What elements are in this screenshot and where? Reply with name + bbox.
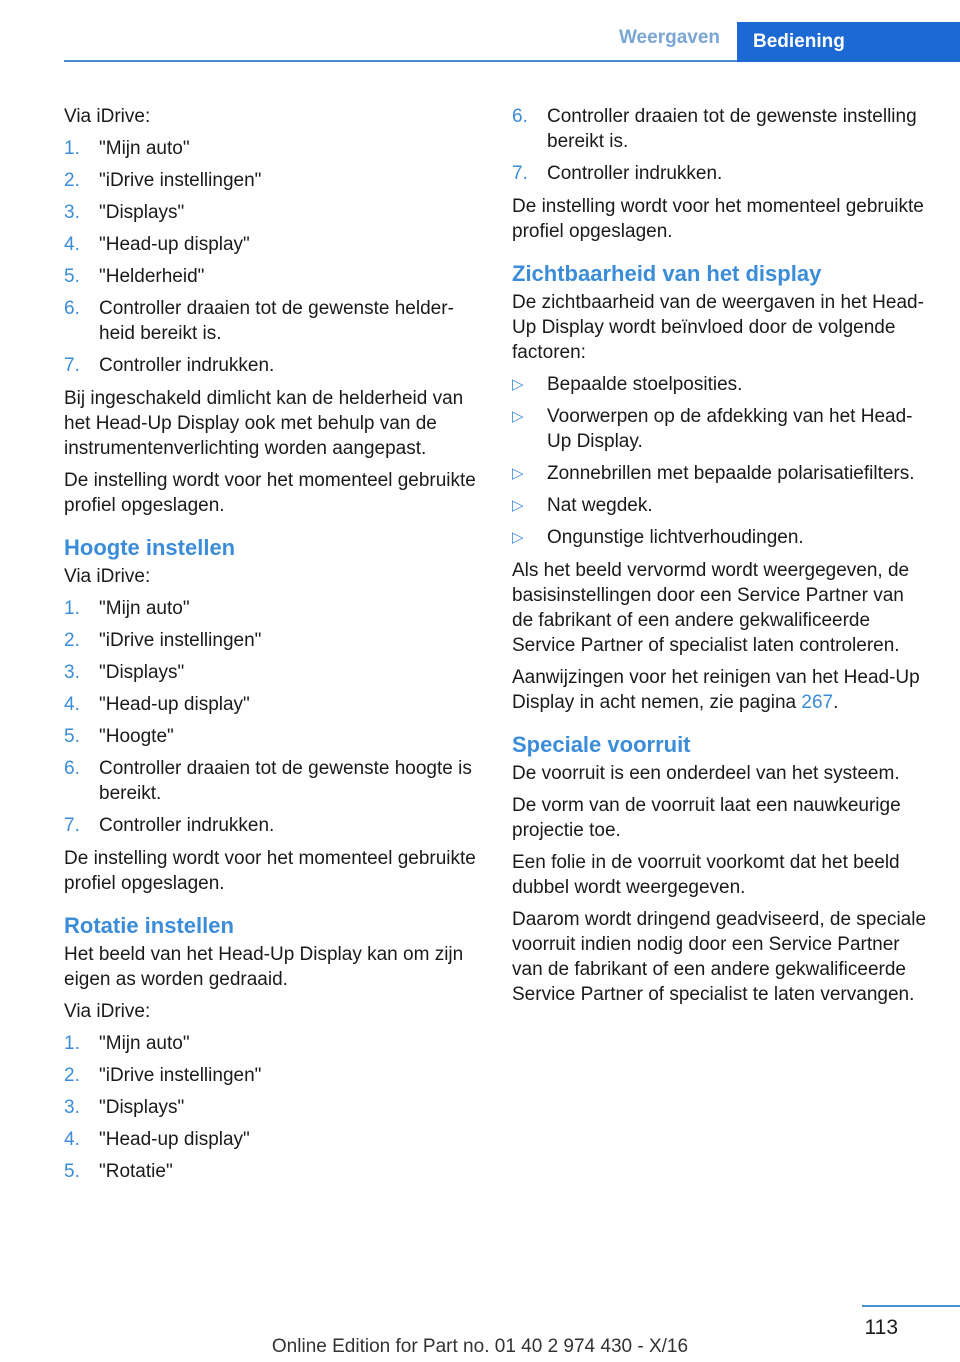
step-number: 2. <box>64 630 80 651</box>
step-text: Controller draaien tot de gewenste hoogte is bereikt. <box>99 758 472 804</box>
step-text: "Mijn auto" <box>99 1033 190 1054</box>
step-number: 1. <box>64 1033 80 1054</box>
page-link-267[interactable]: 267 <box>801 692 834 713</box>
list-item <box>64 628 480 653</box>
steps-brightness <box>64 136 480 378</box>
step-text: "iDrive instellingen" <box>99 630 262 651</box>
list-item <box>512 461 928 486</box>
distorted-text: Als het beeld vervormd wordt weergegeven, de basisinstellingen door een Service Partner van de fabrikant of een andere gekwalificeerde Service Partner of specialist laten controleren. <box>512 560 910 656</box>
cleaning-text <box>512 665 928 715</box>
step-number: 5. <box>64 266 80 287</box>
saved-text: De instelling wordt voor het momenteel gebruikte profiel opgeslagen. <box>512 196 924 242</box>
list-item <box>64 660 480 685</box>
page-number: 113 <box>864 1316 898 1339</box>
step-text: Controller indrukken. <box>99 815 275 836</box>
step-number: 2. <box>64 170 80 191</box>
heading-hoogte: Hoogte instellen <box>64 535 236 560</box>
step-number: 6. <box>64 758 80 779</box>
list-item <box>64 813 480 838</box>
step-number: 2. <box>64 1065 80 1086</box>
step-number: 4. <box>64 1129 80 1150</box>
rotation-text: Het beeld van het Head-Up Display kan om zijn eigen as worden gedraaid. <box>64 944 464 990</box>
step-number: 1. <box>64 598 80 619</box>
intro-text: Via iDrive: <box>64 106 151 127</box>
list-item <box>512 104 928 154</box>
step-number: 4. <box>64 694 80 715</box>
tab-weergaven[interactable]: Weergaven <box>618 27 720 48</box>
triangle-bullet-icon: ▷ <box>512 497 524 514</box>
step-text: Controller draaien tot de gewenste instelling bereikt is. <box>547 106 917 152</box>
intro-text: Via iDrive: <box>64 566 151 587</box>
steps-rotation <box>64 1031 480 1184</box>
step-number: 7. <box>512 163 528 184</box>
step-number: 7. <box>64 355 80 376</box>
triangle-bullet-icon: ▷ <box>512 465 524 482</box>
list-item <box>64 1159 480 1184</box>
heading-rotatie: Rotatie instellen <box>64 913 234 938</box>
step-number: 3. <box>64 202 80 223</box>
visibility-text: De zichtbaarheid van de weergaven in het Head-Up Display wordt beïnvloed door de volgende factoren: <box>512 292 924 363</box>
step-number: 1. <box>64 138 80 159</box>
step-number: 3. <box>64 662 80 683</box>
steps-rotation-continued <box>512 104 928 186</box>
list-item <box>64 724 480 749</box>
step-number: 6. <box>512 106 528 127</box>
windshield-text-1: De voorruit is een onderdeel van het systeem. <box>512 763 900 784</box>
list-item <box>64 1031 480 1056</box>
list-item <box>64 756 480 806</box>
list-item <box>64 1127 480 1152</box>
list-item <box>512 372 928 397</box>
page-number-rule <box>862 1305 960 1307</box>
step-number: 5. <box>64 726 80 747</box>
step-text: "Rotatie" <box>99 1161 173 1182</box>
step-text: "iDrive instellingen" <box>99 170 262 191</box>
list-item <box>512 404 928 454</box>
list-item <box>64 692 480 717</box>
triangle-bullet-icon: ▷ <box>512 376 524 393</box>
list-item <box>64 232 480 257</box>
windshield-text-2: De vorm van de voorruit laat een nauwkeurige projectie toe. <box>512 795 901 841</box>
list-item <box>512 161 928 186</box>
bullet-text: Nat wegdek. <box>547 495 653 516</box>
dimlight-text: Bij ingeschakeld dimlicht kan de helderheid van het Head-Up Display ook met behulp van de instrumentenverlichting worden aangepast. <box>64 388 464 459</box>
step-text: "Displays" <box>99 1097 185 1118</box>
windshield-text-3: Een folie in de voorruit voorkomt dat het beeld dubbel wordt weergegeven. <box>512 852 900 898</box>
step-text: Controller draaien tot de gewenste helderheid bereikt is. <box>99 298 454 344</box>
heading-voorruit: Speciale voorruit <box>512 732 691 757</box>
list-item <box>512 525 928 550</box>
bullet-text: Bepaalde stoelposities. <box>547 374 743 395</box>
list-item <box>64 136 480 161</box>
list-item <box>64 296 480 346</box>
list-item <box>64 596 480 621</box>
list-item <box>512 493 928 518</box>
windshield-text-4: Daarom wordt dringend geadviseerd, de speciale voorruit indien nodig door een Service Partner van de fabrikant of een andere gekwalificeerde Service Partner of specialist te laten vervangen. <box>512 909 927 1005</box>
triangle-bullet-icon: ▷ <box>512 529 524 546</box>
step-number: 5. <box>64 1161 80 1182</box>
left-column <box>64 104 480 1192</box>
list-item <box>64 1095 480 1120</box>
triangle-bullet-icon: ▷ <box>512 408 524 425</box>
bullet-text: Zonnebrillen met bepaalde polarisatiefilters. <box>547 463 915 484</box>
visibility-factors <box>512 372 928 550</box>
cleaning-text-post: . <box>833 692 839 713</box>
bullet-text: Voorwerpen op de afdekking van het Head-Up Display. <box>547 406 913 452</box>
step-text: Controller indrukken. <box>547 163 723 184</box>
heading-zichtbaarheid: Zichtbaarheid van het display <box>512 261 822 286</box>
bullet-text: Ongunstige lichtverhoudingen. <box>547 527 804 548</box>
tab-bediening[interactable]: Bediening <box>737 22 960 62</box>
list-item <box>64 200 480 225</box>
step-number: 3. <box>64 1097 80 1118</box>
list-item <box>64 168 480 193</box>
intro-text: Via iDrive: <box>64 1001 151 1022</box>
step-text: "Helderheid" <box>99 266 205 287</box>
step-number: 7. <box>64 815 80 836</box>
step-number: 6. <box>64 298 80 319</box>
step-text: "Head-up display" <box>99 1129 250 1150</box>
step-text: "Mijn auto" <box>99 598 190 619</box>
cleaning-text-pre: Aanwijzingen voor het reinigen van het Head-Up Display in acht nemen, zie pagina <box>512 667 920 713</box>
step-text: "Mijn auto" <box>99 138 190 159</box>
step-text: "Hoogte" <box>99 726 174 747</box>
step-text: "Displays" <box>99 202 185 223</box>
footer-edition: Online Edition for Part no. 01 40 2 974 430 - X/16 <box>271 1336 689 1357</box>
saved-text: De instelling wordt voor het momenteel gebruikte profiel opgeslagen. <box>64 470 476 516</box>
right-column <box>512 104 928 1014</box>
step-text: "Head-up display" <box>99 694 250 715</box>
saved-text: De instelling wordt voor het momenteel gebruikte profiel opgeslagen. <box>64 848 476 894</box>
step-number: 4. <box>64 234 80 255</box>
list-item <box>64 1063 480 1088</box>
steps-height <box>64 596 480 838</box>
list-item <box>64 353 480 378</box>
list-item <box>64 264 480 289</box>
step-text: "iDrive instellingen" <box>99 1065 262 1086</box>
step-text: Controller indrukken. <box>99 355 275 376</box>
step-text: "Displays" <box>99 662 185 683</box>
step-text: "Head-up display" <box>99 234 250 255</box>
